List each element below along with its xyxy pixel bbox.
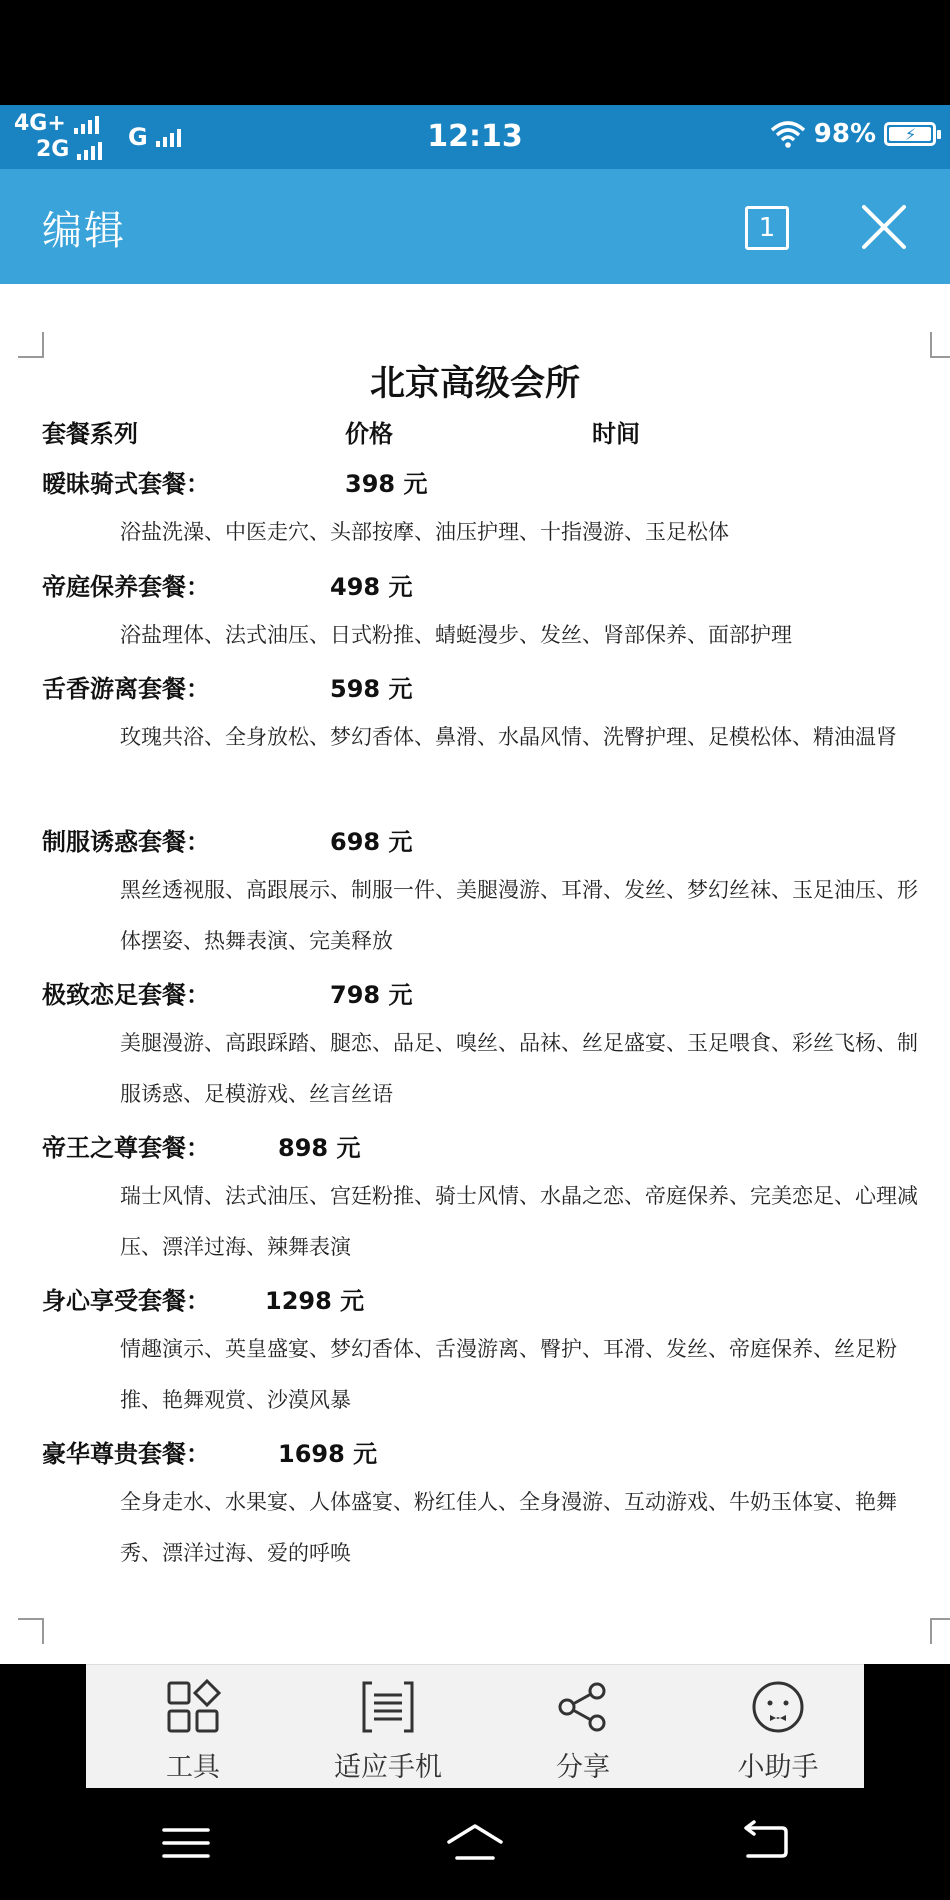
share-icon (555, 1679, 611, 1735)
navigation-bar (0, 1788, 950, 1900)
menu-icon[interactable] (156, 1818, 216, 1868)
package-name: 极致恋足套餐： (42, 981, 210, 1009)
tools-label: 工具 (166, 1752, 220, 1783)
network-4g-label: 4G+ (14, 111, 66, 136)
package-price: 498 元 (330, 573, 413, 601)
tools-grid-icon (165, 1679, 221, 1735)
fit-document-icon (360, 1679, 416, 1735)
package-name: 暧昧骑式套餐： (42, 470, 210, 498)
back-icon[interactable] (734, 1818, 794, 1868)
package-items: 美腿漫游、高跟踩踏、腿恋、品足、嗅丝、品袜、丝足盛宴、玉足喂食、彩丝飞杨、制服诱惑、足模游戏、丝言丝语 (120, 1031, 918, 1106)
package-price: 1298 元 (265, 1287, 365, 1315)
assistant-label: 小助手 (737, 1752, 819, 1783)
close-icon[interactable] (858, 201, 910, 253)
crop-mark (18, 1618, 44, 1644)
home-icon[interactable] (445, 1818, 505, 1868)
top-bezel (0, 0, 950, 105)
crop-mark (18, 332, 44, 358)
package-name: 帝王之尊套餐： (42, 1134, 210, 1162)
package-name: 帝庭保养套餐： (42, 573, 210, 601)
wifi-icon (770, 120, 806, 148)
crop-mark (930, 332, 950, 358)
network-2g-label: 2G (36, 137, 70, 162)
assistant-face-icon (750, 1679, 806, 1735)
crop-mark (930, 1618, 950, 1644)
package-items: 瑞士风情、法式油压、宫廷粉推、骑士风情、水晶之恋、帝庭保养、完美恋足、心理减压、漂洋过海、辣舞表演 (120, 1184, 918, 1259)
package-price: 798 元 (330, 981, 413, 1009)
package-name: 舌香游离套餐： (42, 675, 210, 703)
share-button[interactable] (508, 1665, 658, 1789)
package-price: 698 元 (330, 828, 413, 856)
network-g-label: G (128, 123, 148, 151)
document-page[interactable] (0, 284, 950, 1664)
document-title: 北京高级会所 (369, 364, 580, 404)
package-name: 豪华尊贵套餐： (42, 1440, 210, 1468)
package-name: 身心享受套餐： (42, 1287, 210, 1315)
package-items: 浴盐洗澡、中医走穴、头部按摩、油压护理、十指漫游、玉足松体 (120, 520, 729, 544)
battery-icon: ⚡ (884, 122, 936, 146)
package-items: 黑丝透视服、高跟展示、制服一件、美腿漫游、耳滑、发丝、梦幻丝袜、玉足油压、形体摆姿、热舞表演、完美释放 (120, 878, 918, 953)
header-time: 时间 (592, 420, 640, 448)
package-name: 制服诱惑套餐： (42, 828, 210, 856)
status-time: 12:13 (427, 119, 523, 154)
app-title: 编辑 (42, 208, 126, 254)
app-bar (0, 169, 950, 284)
package-items: 浴盐理体、法式油压、日式粉推、蜻蜓漫步、发丝、肾部保养、面部护理 (120, 623, 792, 647)
package-items: 情趣演示、英皇盛宴、梦幻香体、舌漫游离、臀护、耳滑、发丝、帝庭保养、丝足粉推、艳舞观赏、沙漠风暴 (120, 1337, 897, 1412)
assistant-button[interactable] (703, 1665, 853, 1789)
package-items: 全身走水、水果宴、人体盛宴、粉红佳人、全身漫游、互动游戏、牛奶玉体宴、艳舞秀、漂洋过海、爱的呼唤 (120, 1490, 897, 1565)
package-price: 398 元 (345, 470, 428, 498)
battery-percent: 98% (813, 119, 876, 149)
fit-phone-label: 适应手机 (334, 1752, 442, 1783)
header-series: 套餐系列 (42, 420, 138, 448)
page-counter-button[interactable]: 1 (745, 206, 789, 250)
status-right (770, 119, 936, 149)
tools-button[interactable] (118, 1665, 268, 1789)
package-price: 898 元 (278, 1134, 361, 1162)
header-price: 价格 (345, 420, 393, 448)
package-items: 玫瑰共浴、全身放松、梦幻香体、鼻滑、水晶风情、洗臀护理、足模松体、精油温肾 (120, 725, 897, 749)
share-label: 分享 (556, 1752, 610, 1783)
package-price: 1698 元 (278, 1440, 378, 1468)
package-price: 598 元 (330, 675, 413, 703)
status-bar (0, 105, 950, 169)
fit-phone-button[interactable] (313, 1665, 463, 1789)
bottom-toolbar (86, 1664, 864, 1789)
